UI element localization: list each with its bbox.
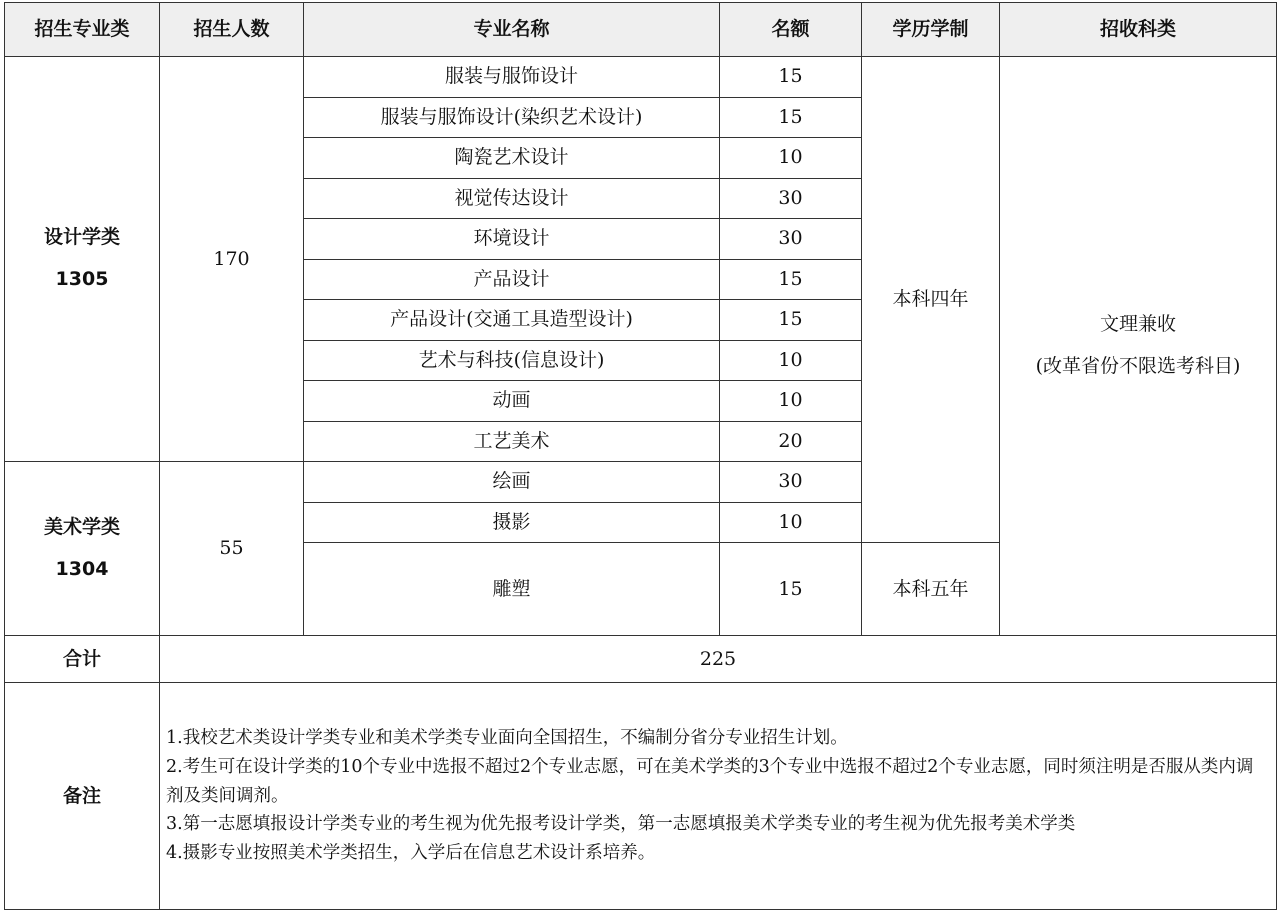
enrollment-plan-sheet — [4, 2, 1276, 912]
note-item: 1.我校艺术类设计学类专业和美术学类专业面向全国招生，不编制分省分专业招生计划。 — [166, 727, 848, 748]
major-quota: 10 — [720, 381, 862, 422]
header-row — [5, 3, 1277, 57]
major-name: 艺术与科技(信息设计) — [304, 340, 720, 381]
major-quota: 30 — [720, 462, 862, 503]
major-name: 视觉传达设计 — [304, 178, 720, 219]
notes-row — [5, 683, 1277, 910]
major-quota: 15 — [720, 543, 862, 636]
major-quota: 10 — [720, 138, 862, 179]
major-name: 服装与服饰设计 — [304, 57, 720, 98]
group-enrollment: 170 — [160, 57, 304, 462]
major-name: 动画 — [304, 381, 720, 422]
header-major: 专业名称 — [304, 3, 720, 57]
total-label: 合计 — [5, 636, 160, 683]
major-name: 陶瓷艺术设计 — [304, 138, 720, 179]
major-quota: 15 — [720, 300, 862, 341]
major-name: 环境设计 — [304, 219, 720, 260]
table-row — [5, 57, 1277, 98]
major-quota: 30 — [720, 219, 862, 260]
major-name: 绘画 — [304, 462, 720, 503]
group-cell-fine-arts — [5, 462, 160, 636]
group-name: 美术学类 — [43, 515, 120, 538]
major-quota: 15 — [720, 57, 862, 98]
major-quota: 20 — [720, 421, 862, 462]
header-subjects: 招收科类 — [1000, 3, 1277, 57]
total-value: 225 — [160, 636, 1277, 683]
enrollment-table — [4, 2, 1277, 910]
major-name: 雕塑 — [304, 543, 720, 636]
total-row — [5, 636, 1277, 683]
group-enrollment: 55 — [160, 462, 304, 636]
major-name: 工艺美术 — [304, 421, 720, 462]
header-quota: 名额 — [720, 3, 862, 57]
major-name: 产品设计(交通工具造型设计) — [304, 300, 720, 341]
notes-label: 备注 — [5, 683, 160, 910]
major-quota: 15 — [720, 97, 862, 138]
major-quota: 10 — [720, 340, 862, 381]
note-item: 2.考生可在设计学类的10个专业中选报不超过2个专业志愿，可在美术学类的3个专业中选报不超过2个专业志愿，同时须注明是否服从类内调剂及类间调剂。 — [166, 756, 1254, 806]
major-name: 服装与服饰设计(染织艺术设计) — [304, 97, 720, 138]
header-category: 招生专业类 — [5, 3, 160, 57]
note-item: 3.第一志愿填报设计学类专业的考生视为优先报考设计学类，第一志愿填报美术学类专业的考生视为优先报考美术学类 — [166, 814, 1076, 835]
group-code: 1305 — [55, 268, 109, 290]
group-name: 设计学类 — [43, 226, 120, 249]
subjects-cell — [1000, 57, 1277, 636]
subjects-note: (改革省份不限选考科目) — [1035, 355, 1241, 377]
group-code: 1304 — [55, 557, 109, 580]
duration-cell-five: 本科五年 — [862, 543, 1000, 636]
notes-content — [160, 683, 1277, 910]
major-quota: 15 — [720, 259, 862, 300]
duration-cell: 本科四年 — [862, 57, 1000, 543]
major-quota: 10 — [720, 502, 862, 543]
header-duration: 学历学制 — [862, 3, 1000, 57]
subjects-main: 文理兼收 — [1099, 313, 1176, 336]
note-item: 4.摄影专业按照美术学类招生，入学后在信息艺术设计系培养。 — [166, 843, 656, 864]
group-cell-design — [5, 57, 160, 462]
header-enrollment: 招生人数 — [160, 3, 304, 57]
major-quota: 30 — [720, 178, 862, 219]
major-name: 产品设计 — [304, 259, 720, 300]
major-name: 摄影 — [304, 502, 720, 543]
